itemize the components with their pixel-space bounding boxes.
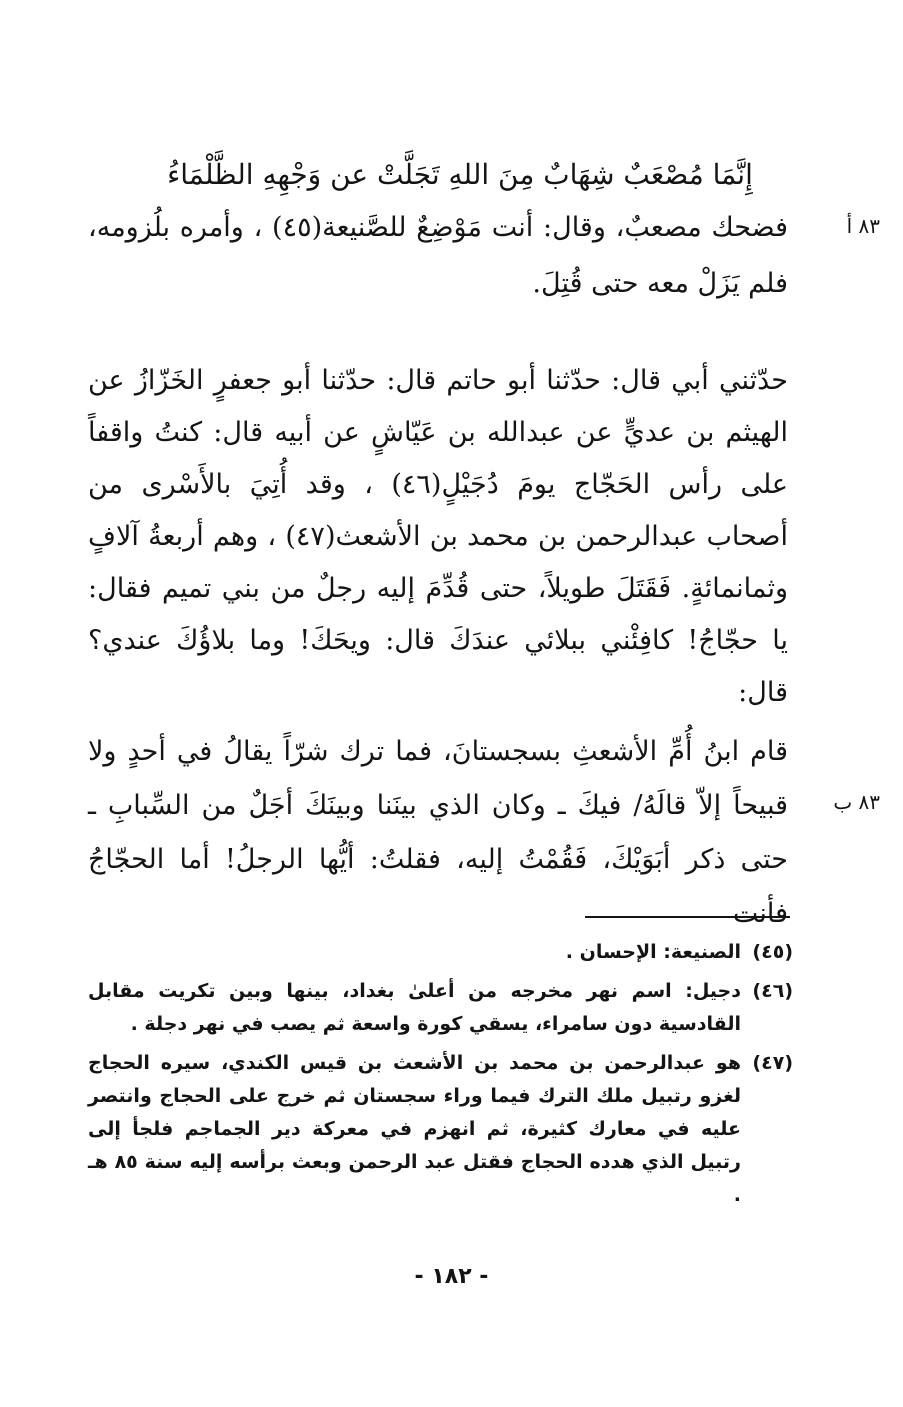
footnotes-section [88, 936, 793, 1218]
page-number: - ١٨٢ - [414, 1264, 489, 1289]
poetry-verse: إِنَّمَا مُصْعَبٌ شِهَابٌ مِنَ اللهِ تَجَلَّتْ عن وَجْهِهِ الظَّلْمَاءُ [167, 158, 753, 191]
footnote-46 [88, 975, 793, 1041]
body-paragraph-1: فضحك مصعبٌ، وقال: أنت مَوْضِعٌ للصَّنيعة(٤٥) ، وأمره بلُزومه، فلم يَزَلْ معه حتى قُتِلَ. [88, 212, 788, 299]
footnote-47 [88, 1047, 793, 1212]
body-paragraph-3: قام ابنُ أُمِّ الأشعثِ بسجستانَ، فما ترك شرّاً يقالُ في أحدٍ ولا قبيحاً إلاّ قالَهُ/ فيكَ ـ وكان الذي بينَنا وبينَكَ أجَلٌ من السِّبابِ ـ حتى ذكر أبَوَيْكَ، فَقُمْتُ إليه، فقلتُ: أيُّها الرجلُ! أما الحجّاجُ فأنت [88, 736, 788, 929]
manuscript-folio-marker-83b: ٨٣ ب [833, 790, 880, 814]
footnote-text: هو عبدالرحمن بن محمد بن الأشعث بن قيس الكندي، سيره الحجاج لغزو رتبيل ملك الترك فيما وراء سجستان ثم خرج على الحجاج وانتصر عليه في معارك كثيرة، ثم انهزم في معركة دير الجماجم فلجأ إلى رتبيل الذي هدده الحجاج فقتل عبد الرحمن وبعث برأسه إليه سنة ٨٥ هـ . [88, 1052, 741, 1206]
manuscript-folio-marker-83a: ٨٣ أ [846, 214, 880, 238]
body-paragraph-2: حدّثني أبي قال: حدّثنا أبو حاتم قال: حدّثنا أبو جعفرٍ الخَزّازُ عن الهيثم بن عديٍّ عن عبدالله بن عَيّاشٍ عن أبيه قال: كنتُ واقفاً على رأس الحَجّاج يومَ دُجَيْلٍ(٤٦) ، وقد أُتِيَ بالأَسْرى من أصحاب عبدالرحمن بن محمد بن الأشعث(٤٧) ، وهم أربعةُ آلافٍ وثمانمائةٍ. فَقَتَلَ طويلاً، حتى قُدِّمَ إليه رجلٌ من بني تميم فقال: يا حجّاجُ! كافِئْني ببلائي عندَكَ قال: ويحَكَ! وما بلاؤُكَ عندي؟ قال: [88, 365, 788, 708]
footnote-number: (٤٥) [752, 941, 793, 963]
footnote-text: الصنيعة: الإحسان . [565, 941, 741, 963]
footnote-45 [88, 936, 793, 969]
footnote-text: دجيل: اسم نهر مخرجه من أعلىٰ بغداد، بينها وبين تكريت مقابل القادسية دون سامراء، يسقي كورة واسعة ثم يصب في نهر دجلة . [88, 980, 741, 1035]
footnote-number: (٤٦) [752, 980, 793, 1002]
footnote-number: (٤٧) [752, 1052, 793, 1074]
footnote-separator [585, 916, 790, 918]
